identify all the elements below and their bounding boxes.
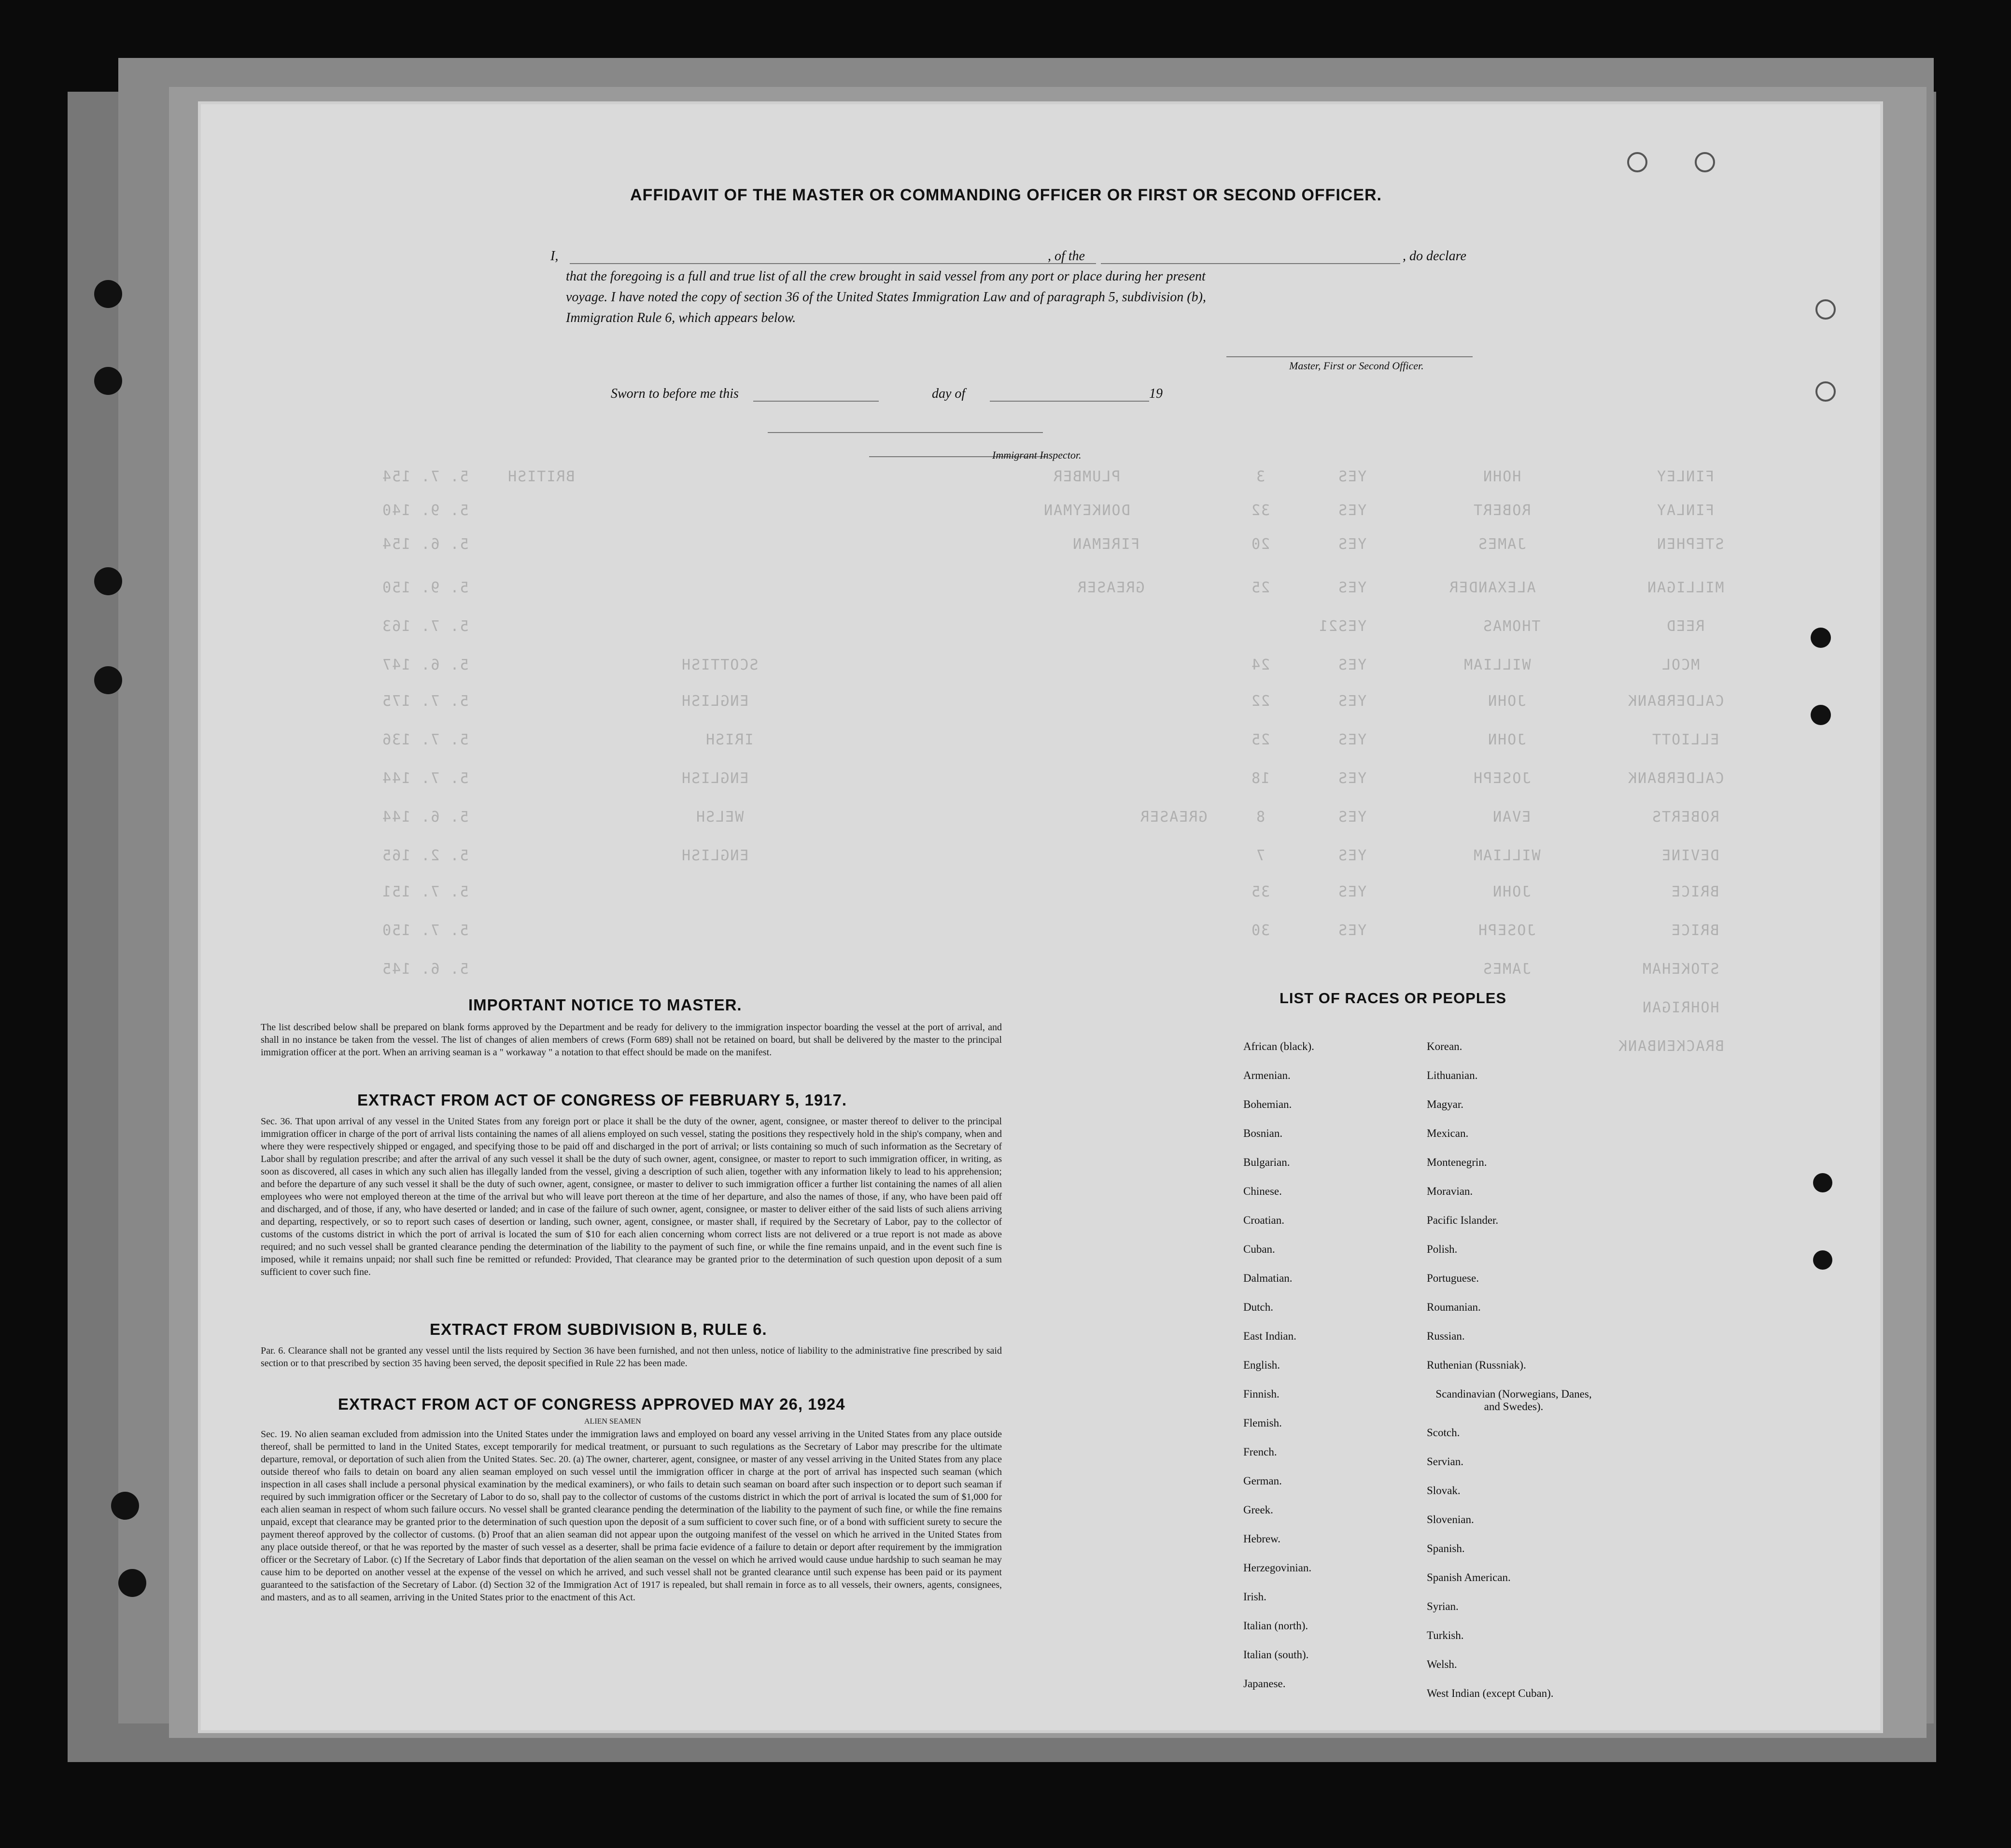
extract-1917-title: EXTRACT FROM ACT OF CONGRESS OF FEBRUARY 5, 1917. xyxy=(357,1091,847,1109)
day-blank-line xyxy=(753,401,879,402)
ghost-stature: 5. 7. 154 xyxy=(381,468,469,485)
day-of-text: day of xyxy=(932,386,966,401)
ghost-surname: CALDERBANK xyxy=(1627,693,1724,710)
race-item: Bohemian. xyxy=(1243,1098,1292,1110)
ghost-given-name: WILLIAM xyxy=(1473,847,1541,864)
race-item: Flemish. xyxy=(1243,1417,1282,1429)
race-item: Bosnian. xyxy=(1243,1127,1283,1139)
race-item: German. xyxy=(1243,1475,1282,1487)
vessel-blank-line xyxy=(1101,263,1400,264)
ghost-surname: MILLIGAN xyxy=(1646,579,1724,596)
race-item: Hebrew. xyxy=(1243,1533,1281,1545)
ghost-nationality: ENGLISH xyxy=(681,693,749,710)
signature-line xyxy=(1226,356,1473,357)
ghost-given-name: JOSEPH xyxy=(1477,922,1536,939)
ghost-surname: BRACKENBANK xyxy=(1617,1038,1724,1055)
race-item: Ruthenian (Russniak). xyxy=(1427,1359,1526,1371)
notice-title: IMPORTANT NOTICE TO MASTER. xyxy=(468,996,742,1014)
ghost-given-name: THOMAS xyxy=(1482,618,1541,635)
ghost-yes: YES xyxy=(1337,502,1367,519)
ghost-given-name: JOSEPH xyxy=(1473,770,1531,787)
race-item: Bulgarian. xyxy=(1243,1156,1290,1168)
ghost-occupation: GREASER xyxy=(1139,809,1208,826)
race-item: Japanese. xyxy=(1243,1678,1286,1690)
ghost-given-name: JOHN xyxy=(1492,883,1531,900)
ghost-occupation: PLUMBER xyxy=(1053,468,1121,485)
races-right-column xyxy=(1427,1040,1630,1697)
ghost-age: 21 xyxy=(1318,618,1338,635)
ghost-occupation: DONKEYMAN xyxy=(1043,502,1130,519)
ghost-given-name: HOHN xyxy=(1482,468,1521,485)
inspector-caption: Immigrant Inspector. xyxy=(992,449,1082,461)
race-item: Korean. xyxy=(1427,1040,1463,1052)
ghost-surname: FINLEY xyxy=(1656,468,1715,485)
manifest-page xyxy=(198,101,1883,1733)
race-item: Pacific Islander. xyxy=(1427,1214,1499,1226)
binder-hole xyxy=(94,367,122,395)
race-item: Portuguese. xyxy=(1427,1272,1479,1284)
race-item: Herzegovinian. xyxy=(1243,1562,1312,1574)
ghost-given-name: EVAN xyxy=(1492,809,1531,826)
ghost-surname: FINLAY xyxy=(1656,502,1715,519)
ghost-given-name: ROBERT xyxy=(1473,502,1531,519)
ghost-age: 25 xyxy=(1251,579,1270,596)
ghost-surname: REED xyxy=(1666,618,1705,635)
ghost-yes: YES xyxy=(1337,657,1367,673)
races-title: LIST OF RACES OR PEOPLES xyxy=(1280,990,1507,1007)
extract-rule6-text: Par. 6. Clearance shall not be granted any vessel until the lists required by Section 36 have been furnished, and not then unless, notice of liability to the administrative fine prescribed by said section or to that prescribed by section 35 having been served, the deposit specified in Rule 22 has been made. xyxy=(261,1345,1002,1369)
ghost-nationality: BRITISH xyxy=(507,468,575,485)
ghost-age: 24 xyxy=(1251,657,1270,673)
ghost-stature: 5. 7. 151 xyxy=(381,883,469,900)
ghost-surname: ROBERTS xyxy=(1651,809,1719,826)
ghost-surname: DEVINE xyxy=(1661,847,1719,864)
year-prefix: 19 xyxy=(1149,386,1163,401)
ghost-yes: YES xyxy=(1337,536,1367,553)
ghost-age: 25 xyxy=(1251,731,1270,748)
ghost-surname: MCOL xyxy=(1661,657,1700,673)
ghost-surname: STOKEHAM xyxy=(1642,961,1719,978)
ghost-stature: 5. 6. 145 xyxy=(381,961,469,978)
ghost-age: 3 xyxy=(1255,468,1266,485)
race-item: Spanish American. xyxy=(1427,1571,1511,1583)
race-item: Moravian. xyxy=(1427,1185,1473,1197)
ghost-stature: 5. 6. 154 xyxy=(381,536,469,553)
sworn-text: Sworn to before me this xyxy=(611,386,739,401)
race-item: Slovenian. xyxy=(1427,1513,1474,1526)
ghost-given-name: JAMES xyxy=(1482,961,1531,978)
ghost-age: 20 xyxy=(1251,536,1270,553)
ghost-given-name: JOHN xyxy=(1487,693,1526,710)
affidavit-body-line1: that the foregoing is a full and true list of all the crew brought in said vessel from any port or place during her present xyxy=(566,269,1206,284)
race-item: Scandinavian (Norwegians, Danes, and Swedes). xyxy=(1435,1388,1592,1413)
ghost-stature: 5. 7. 175 xyxy=(381,693,469,710)
ghost-nationality: WELSH xyxy=(695,809,744,826)
ghost-nationality: ENGLISH xyxy=(681,847,749,864)
race-item: French. xyxy=(1243,1446,1277,1458)
race-item: Greek. xyxy=(1243,1504,1273,1516)
binder-hole xyxy=(111,1492,139,1520)
ghost-yes: YES xyxy=(1337,847,1367,864)
race-item: Cuban. xyxy=(1243,1243,1275,1255)
ghost-surname: HOHRIGAN xyxy=(1642,999,1719,1016)
race-item: Croatian. xyxy=(1243,1214,1284,1226)
ghost-age: 22 xyxy=(1251,693,1270,710)
race-item: African (black). xyxy=(1243,1040,1314,1052)
ghost-age: 35 xyxy=(1251,883,1270,900)
race-item: Dutch. xyxy=(1243,1301,1273,1313)
race-item: Italian (south). xyxy=(1243,1649,1309,1661)
affidavit-of-the: , of the xyxy=(1048,249,1085,264)
ghost-given-name: JOHN xyxy=(1487,731,1526,748)
ghost-yes: YES xyxy=(1337,883,1367,900)
signature-caption: Master, First or Second Officer. xyxy=(1289,360,1424,372)
affidavit-title: AFFIDAVIT OF THE MASTER OR COMMANDING OFFICER OR FIRST OR SECOND OFFICER. xyxy=(630,186,1382,204)
ghost-given-name: JAMES xyxy=(1477,536,1526,553)
race-item: Dalmatian. xyxy=(1243,1272,1293,1284)
extract-1924-subtitle: ALIEN SEAMEN xyxy=(584,1417,641,1426)
ghost-yes: YES xyxy=(1337,468,1367,485)
ghost-nationality: ENGLISH xyxy=(681,770,749,787)
ghost-yes: YES xyxy=(1337,922,1367,939)
ghost-surname: BRICE xyxy=(1671,883,1719,900)
ghost-age: 7 xyxy=(1255,847,1266,864)
ghost-stature: 5. 9. 150 xyxy=(381,579,469,596)
affidavit-body-line2: voyage. I have noted the copy of section 36 of the United States Immigration Law and of paragraph 5, subdivision (b), xyxy=(566,290,1206,305)
ghost-stature: 5. 9. 140 xyxy=(381,502,469,519)
ghost-stature: 5. 6. 144 xyxy=(381,809,469,826)
ghost-surname: ELLIOTT xyxy=(1651,731,1719,748)
ghost-given-name: ALEXANDER xyxy=(1448,579,1536,596)
ghost-yes: YES xyxy=(1337,731,1367,748)
binder-hole xyxy=(94,666,122,694)
race-item: Russian. xyxy=(1427,1330,1465,1342)
ghost-yes: YES xyxy=(1337,770,1367,787)
ghost-surname: BRICE xyxy=(1671,922,1719,939)
race-item: Finnish. xyxy=(1243,1388,1280,1400)
affidavit-i: I, xyxy=(550,249,559,264)
race-item: Servian. xyxy=(1427,1456,1464,1468)
race-item: Italian (north). xyxy=(1243,1620,1308,1632)
ghost-surname: STEPHEN xyxy=(1656,536,1724,553)
ghost-yes: YES xyxy=(1337,579,1367,596)
extract-1917-text: Sec. 36. That upon arrival of any vessel in the United States from any foreign port or place it shall be the duty of the owner, agent, consignee, or master thereof to deliver to the principal immigration officer in charge of the port of arrival lists containing the names of all aliens employed on such vessel, stating the positions they respectively hold in the ship's company, when and where they were respectively shipped or engaged, and specifying those to be paid off and discharged in the port of arrival; or lists containing so much of such information as the Secretary of Labor shall by regulation prescribe; and after the arrival of any such vessel it shall be the duty of such owner, agent, consignee, or master to report to such immigration officer, in writing, as soon as discovered, all cases in which any such alien has illegally landed from the vessel, giving a description of such alien, together with any information likely to lead to his apprehension; and before the departure of any such vessel it shall be the duty of such owner, agent, consignee, or master to deliver to such immigration officer a further list containing the names of all alien employees who were not employed thereon at the time of the arrival but who will leave port thereon at the time of her departure, and also the names of those, if any, who have been paid off and discharged, and of those, if any, who have deserted or landed; and in case of the failure of such owner, agent, consignee, or master to deliver either of the said lists of such aliens arriving and departing, respectively, or so to report such cases of desertion or landing, such owner, agent, consignee, or master shall, if required by the Secretary of Labor, pay to the collector of customs of the customs district in which the port of arrival is located the sum of $10 for each alien concerning whom correct lists are not delivered or a true report is not made as above required; and no such vessel shall be granted clearance pending the determination of the liability to the payment of such fine, or while the fine remains unpaid, and in the event such fine is imposed, while it remains unpaid; nor shall such fine be remitted or refunded: Provided, That clearance may be granted prior to the determination of such question upon deposit of a sum sufficient to cover such fine. xyxy=(261,1116,1002,1277)
ghost-age: 8 xyxy=(1255,809,1266,826)
ghost-age: 18 xyxy=(1251,770,1270,787)
race-item: Irish. xyxy=(1243,1591,1266,1603)
race-item: English. xyxy=(1243,1359,1280,1371)
ghost-stature: 5. 7. 136 xyxy=(381,731,469,748)
ghost-nationality: IRISH xyxy=(705,731,754,748)
extract-1924-title: EXTRACT FROM ACT OF CONGRESS APPROVED MAY 26, 1924 xyxy=(338,1395,845,1413)
ghost-stature: 5. 6. 147 xyxy=(381,657,469,673)
ghost-occupation: GREASER xyxy=(1077,579,1145,596)
ghost-nationality: SCOTTISH xyxy=(681,657,759,673)
ghost-surname: CALDERBANK xyxy=(1627,770,1724,787)
affidavit-do-declare: , do declare xyxy=(1403,249,1466,264)
race-item: Polish. xyxy=(1427,1243,1458,1255)
ghost-age: 32 xyxy=(1251,502,1270,519)
race-item: Turkish. xyxy=(1427,1629,1464,1641)
ghost-yes: YES xyxy=(1337,693,1367,710)
affidavit-body-line3: Immigration Rule 6, which appears below. xyxy=(566,310,796,325)
ghost-stature: 5. 2. 165 xyxy=(381,847,469,864)
race-item: Montenegrin. xyxy=(1427,1156,1487,1168)
ghost-given-name: WILLIAM xyxy=(1463,657,1531,673)
races-left-column xyxy=(1243,1040,1407,1690)
extract-1924-text: Sec. 19. No alien seaman excluded from admission into the United States under the immigration laws and employed on board any vessel arriving in the United States from any place outside thereof, shall be permitted to land in the United States, except temporarily for medical treatment, or pursuant to such regulations as the Secretary of Labor may prescribe for the ultimate departure, removal, or deportation of such alien from the United States. Sec. 20. (a) The owner, charterer, agent, consignee, or master of any vessel arriving in the United States from any place outside thereof who fails to detain on board any alien seaman employed on such vessel until the immigration officer in charge at the port of arrival has inspected such seaman (which inspection in all cases shall include a personal physical examination by the medical examiners), or who fails to detain such seaman on board after such inspection or to deport such seaman if required by such immigration officer or the Secretary of Labor to do so, shall pay to the collector of customs of the customs district in which the port of arrival is located the sum of $1,000 for each alien seaman in respect of whom such failure occurs. No vessel shall be granted clearance pending the determination of the liability to the payment of such fine, or while the fine remains unpaid, except that clearance may be granted prior to the determination of such question upon the deposit of a sum sufficient to cover such fine, or of a bond with sufficient surety to secure the payment thereof approved by the collector of customs. (b) Proof that an alien seaman did not appear upon the outgoing manifest of the vessel on which he arrived in the United States from any place outside thereof, or that he was reported by the master of such vessel as a deserter, shall be prima facie evidence of a failure to detain or deport after requirement by the immigration officer or the Secretary of Labor. (c) If the Secretary of Labor finds that deportation of the alien seaman on the vessel on which he arrived would cause undue hardship to such seaman he may cause him to be deported on another vessel at the expense of the vessel on which he arrived, and such vessel shall not be granted clearance until such expense has been paid or its payment guaranteed to the satisfaction of the Secretary of Labor. (d) Section 32 of the Immigration Act of 1917 is repealed, but shall remain in force as to all vessels, their owners, agents, consignees, and masters, and as to all seamen, arriving in the United States prior to the enactment of this Act. xyxy=(261,1429,1002,1603)
name-blank-line xyxy=(570,263,1096,264)
race-item: Armenian. xyxy=(1243,1069,1291,1081)
race-item: Scotch. xyxy=(1427,1427,1460,1439)
binder-hole xyxy=(94,280,122,308)
inspector-line xyxy=(768,432,1043,433)
race-item: East Indian. xyxy=(1243,1330,1296,1342)
notice-text: The list described below shall be prepared on blank forms approved by the Department and be ready for delivery to the immigration inspector boarding the vessel at the port of arrival, and shall in no instance be taken from the vessel. The list of changes of alien members of crews (Form 689) shall not be retained on board, but shall be delivered by the master to the principal immigration officer at the port. When an arriving seaman is a " workaway " a notation to that effect should be made on the manifest. xyxy=(261,1022,1002,1058)
ghost-stature: 5. 7. 150 xyxy=(381,922,469,939)
race-item: Spanish. xyxy=(1427,1542,1465,1554)
ghost-yes: YES xyxy=(1337,618,1367,635)
month-blank-line xyxy=(990,401,1149,402)
binder-hole xyxy=(118,1569,146,1597)
race-item: Magyar. xyxy=(1427,1098,1464,1110)
ghost-yes: YES xyxy=(1337,809,1367,826)
ghost-stature: 5. 7. 163 xyxy=(381,618,469,635)
race-item: West Indian (except Cuban). xyxy=(1427,1687,1554,1699)
extract-rule6-title: EXTRACT FROM SUBDIVISION B, RULE 6. xyxy=(430,1320,767,1338)
race-item: Syrian. xyxy=(1427,1600,1459,1612)
binder-hole xyxy=(94,567,122,595)
race-item: Roumanian. xyxy=(1427,1301,1481,1313)
race-item: Chinese. xyxy=(1243,1185,1282,1197)
race-item: Mexican. xyxy=(1427,1127,1469,1139)
ghost-occupation: FIREMAN xyxy=(1072,536,1140,553)
ghost-stature: 5. 7. 144 xyxy=(381,770,469,787)
race-item: Lithuanian. xyxy=(1427,1069,1478,1081)
race-item: Welsh. xyxy=(1427,1658,1457,1670)
ghost-age: 30 xyxy=(1251,922,1270,939)
race-item: Slovak. xyxy=(1427,1484,1461,1497)
